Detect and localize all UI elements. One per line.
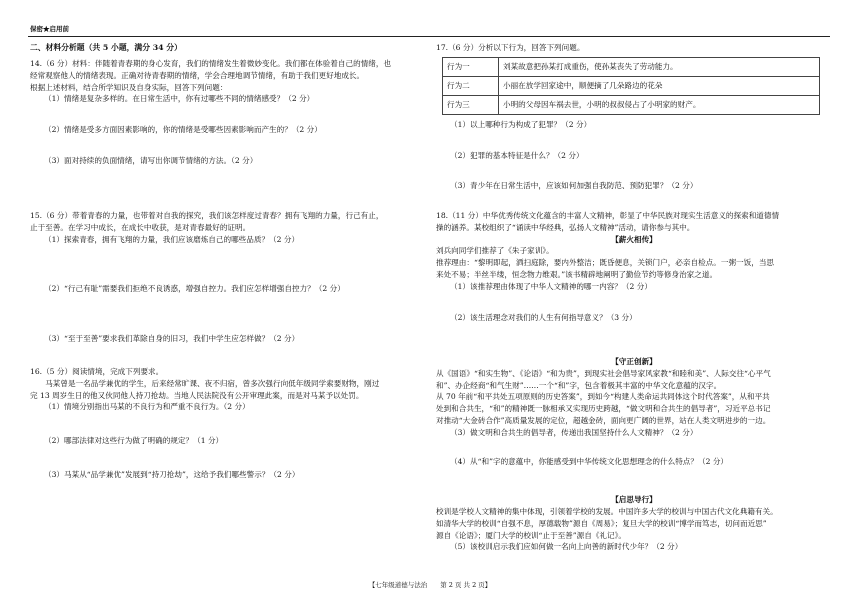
q18-sub4: （4）从“和”字的意蕴中，你能感受到中华传统文化思想理念的什么特点？（2 分）	[450, 457, 729, 467]
table-cell-value: 小丽在放学回家途中，顺便摘了几朵路边的花朵	[499, 76, 820, 95]
q16-sub1: （1）情境分别指出马某的不良行为和严重不良行为。（2 分）	[44, 402, 250, 412]
q18-sub1: （1）该推荐理由体现了中华人文精神的哪一内容？（2 分）	[450, 281, 652, 291]
section-heading-inspiration: 【启思导行】	[611, 495, 657, 505]
q14-stem-line1: 14.（6 分）材料：伴随着青春期的身心发育，我们的情绪发生着微妙变化。我们都在体验着自己的情绪，也	[30, 59, 392, 69]
table-row	[443, 57, 820, 76]
right-column	[436, 42, 832, 553]
page-footer: 【七年级道德与法治 第 2 页 共 2 页】	[368, 581, 492, 589]
q14-stem-line3: 根据上述材料，结合所学知识及自身实际，回答下列问题：	[30, 82, 228, 92]
q18-stem-line1: 18.（11 分）中华优秀传统文化蕴含的丰富人文精神，彰显了中华民族对现实生活意义的探索和道德情	[436, 211, 780, 220]
behavior-table	[442, 57, 820, 115]
q16-stem-line2: 马某曾是一名品学兼优的学生，后来经常旷课、夜不归宿，曾多次强行向低年级同学索要财物，刚过	[45, 378, 380, 388]
q18-sub2: （2）该生活理念对我们的人生有何指导意义？（3 分）	[450, 313, 637, 323]
q15-sub3: （3）“至于至善”要求我们革除自身的旧习，我们中学生应怎样做？（2 分）	[44, 334, 300, 344]
material2-line4: 处到和合共生，“和”的精神既一脉相承又实现历史跨越，“做文明和合共生的倡导者”，习近平总书记	[436, 404, 771, 414]
material2-line1: 从《国语》“和实生物”、《论语》“和为贵”，到现实社会倡导家风家教“和睦和美”、人际交往“心平气	[436, 368, 771, 378]
material3-line3: 源自《论语》；厦门大学的校训“止于至善”源自《礼记》。	[436, 530, 627, 540]
question-15	[30, 210, 426, 366]
section-title: 二、材料分析题（共 5 小题，满分 34 分）	[30, 43, 182, 52]
table-cell-label: 行为一	[443, 57, 499, 76]
q18-sub3: （3）做文明和合共生的倡导者，传递出我国坚持什么人文精神？（2 分）	[450, 427, 698, 437]
header-divider	[28, 36, 830, 37]
q14-stem-line2: 经常观察他人的情绪表现。正确对待青春期的情绪，学会合理地调节情绪，有助于我们更好地成长。	[30, 70, 365, 80]
table-cell-value: 小明的父母因车祸去世，小明的叔叔侵占了小明家的财产。	[499, 95, 820, 114]
q14-sub3: （3）面对持续的负面情绪，请写出你调节情绪的方法。（2 分）	[44, 155, 258, 165]
material2-line2: 和”、办企经商“和气生财”……一个“和”字，包含着极其丰富的中华文化意蕴的汉字。	[436, 380, 722, 390]
q17-sub2: （2）犯罪的基本特征是什么？（2 分）	[450, 150, 584, 160]
material2-line3: 从 70 年前“和平共处五项原则的历史答案”，到如今“构建人类命运共同体这个时代答案”，从和平共	[436, 392, 770, 402]
material1-line3: 来处不易；半丝半缕，恒念物力维艰。”该书精辟地阐明了勤俭节约等修身治家之道。	[436, 269, 718, 279]
section-heading-heritage: 【薪火相传】	[611, 234, 657, 244]
q17-sub3: （3）青少年在日常生活中，应该如何加强自我防范、预防犯罪？（2 分）	[450, 181, 698, 191]
material1-line2: 推荐理由：“黎明即起，洒扫庭除，要内外整洁；既昏便息，关锁门户，必亲自检点。一粥一饭，当思	[436, 258, 775, 268]
table-row	[443, 95, 820, 114]
question-17	[436, 42, 832, 210]
question-18	[436, 210, 832, 553]
confidential-mark: 保密★启用前	[30, 25, 69, 33]
q14-sub1: （1）情绪是复杂多样的。在日常生活中，你有过哪些不同的情绪感受？（2 分）	[44, 94, 315, 104]
q16-stem-line1: 16.（5 分）阅读情境，完成下列要求。	[30, 367, 164, 377]
q15-sub1: （1）探索青春，拥有飞翔的力量，我们应该磨炼自己的哪些品质？（2 分）	[44, 234, 300, 244]
material1-line1: 刘兵向同学们推荐了《朱子家训》。	[436, 246, 554, 256]
table-cell-label: 行为二	[443, 76, 499, 95]
q18-sub5: （5）该校训启示我们应如何做一名向上向善的新时代少年？（2 分）	[450, 542, 683, 552]
q14-sub2: （2）情绪是受多方面因素影响的，你的情绪是受哪些因素影响而产生的？（2 分）	[44, 125, 322, 135]
table-cell-label: 行为三	[443, 95, 499, 114]
left-column	[30, 42, 426, 481]
section-heading-innovation: 【守正创新】	[611, 357, 657, 367]
table-cell-value: 刘某故意把孙某打成重伤，使孙某丧失了劳动能力。	[499, 57, 820, 76]
q16-sub2: （2）哪部法律对这些行为做了明确的规定？（1 分）	[44, 436, 224, 446]
table-row	[443, 76, 820, 95]
material3-line1: 校训是学校人文精神的集中体现，引领着学校的发展。中国许多大学的校训与中国古代文化典籍有关。	[436, 507, 778, 517]
q15-stem-line2: 止于至善。在学习中成长，在成长中收获，是对青春最好的证明。	[30, 222, 251, 232]
q16-sub3: （3）马某从“品学兼优”发展到“持刀抢劫”，这给予我们哪些警示？（2 分）	[44, 469, 300, 479]
q15-stem-line1: 15.（6 分）带着青春的力量，也带着对自我的探究，我们该怎样度过青春？拥有飞翔的力量，行己有止，	[30, 211, 384, 221]
q16-stem-line3: 完 13 周岁生日的他又伙同他人持刀抢劫。当地人民法院没有公开审理此案，而是对马某予以处罚。	[30, 390, 364, 400]
question-16	[30, 366, 426, 481]
q15-sub2: （2）“行己有耻”需要我们拒绝不良诱惑，增强自控力。我们应怎样增强自控力？（2 分）	[44, 284, 345, 294]
q17-sub1: （1）以上哪种行为构成了犯罪？（2 分）	[450, 119, 592, 129]
material3-line2: 如清华大学的校训“自强不息，厚德载物”源自《周易》；复旦大学的校训“博学而笃志，切问而近思”	[436, 518, 767, 528]
q17-stem: 17.（6 分）分析以下行为，回答下列问题。	[436, 43, 585, 52]
material2-line5: 对推动“大金砖合作”高质量发展的定位，超越金砖，面向更广阔的世界，站在人类文明进步的一边。	[436, 415, 771, 425]
q18-stem-line2: 操的涵养。某校组织了“诵读中华经典，弘扬人文精神”活动，请你参与其中。	[436, 222, 695, 232]
question-14	[30, 58, 426, 210]
